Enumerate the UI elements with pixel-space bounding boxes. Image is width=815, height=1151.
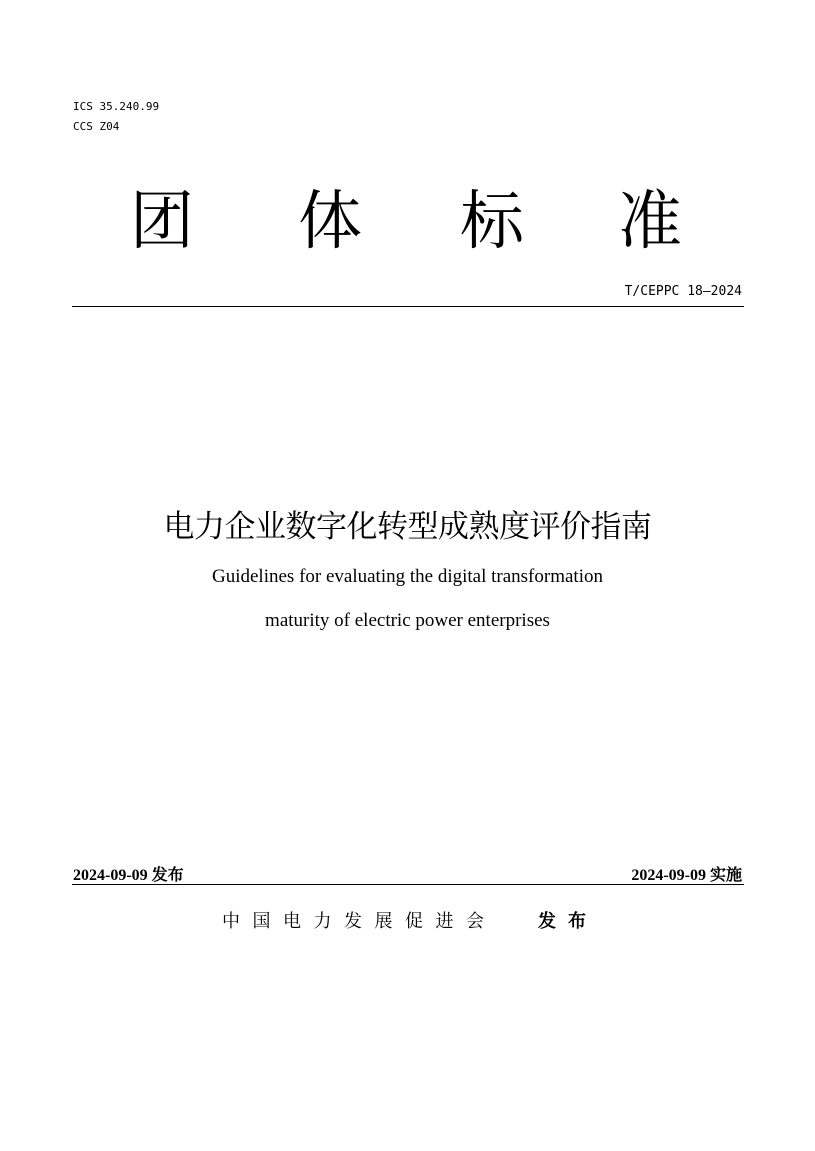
header-divider [72,306,744,307]
standard-number: T/CEPPC 18—2024 [624,284,742,299]
standard-category-title [72,182,744,262]
english-title-line-1: Guidelines for evaluating the digital transformation [212,566,603,587]
ics-code: ICS 35.240.99 [73,100,160,113]
classification-codes [73,97,159,137]
implementation-date-suffix: 实施 [709,865,742,884]
implementation-date [631,862,742,885]
publisher-name: 中国电力发展促进会 [222,911,497,932]
issue-date-suffix: 发布 [151,865,184,884]
english-title-line-2: maturity of electric power enterprises [265,610,550,631]
issue-date-value: 2024-09-09 [73,867,148,884]
publisher-action: 发布 [538,911,598,932]
ccs-code: CCS Z04 [73,120,120,133]
chinese-title: 电力企业数字化转型成熟度评价指南 [163,509,652,545]
footer-divider [72,884,744,885]
category-char-3: 标 [460,185,524,259]
category-char-1: 团 [130,185,194,259]
category-char-2: 体 [298,185,362,259]
category-char-4: 准 [618,185,682,259]
implementation-date-value: 2024-09-09 [631,867,706,884]
issue-date [73,862,184,885]
